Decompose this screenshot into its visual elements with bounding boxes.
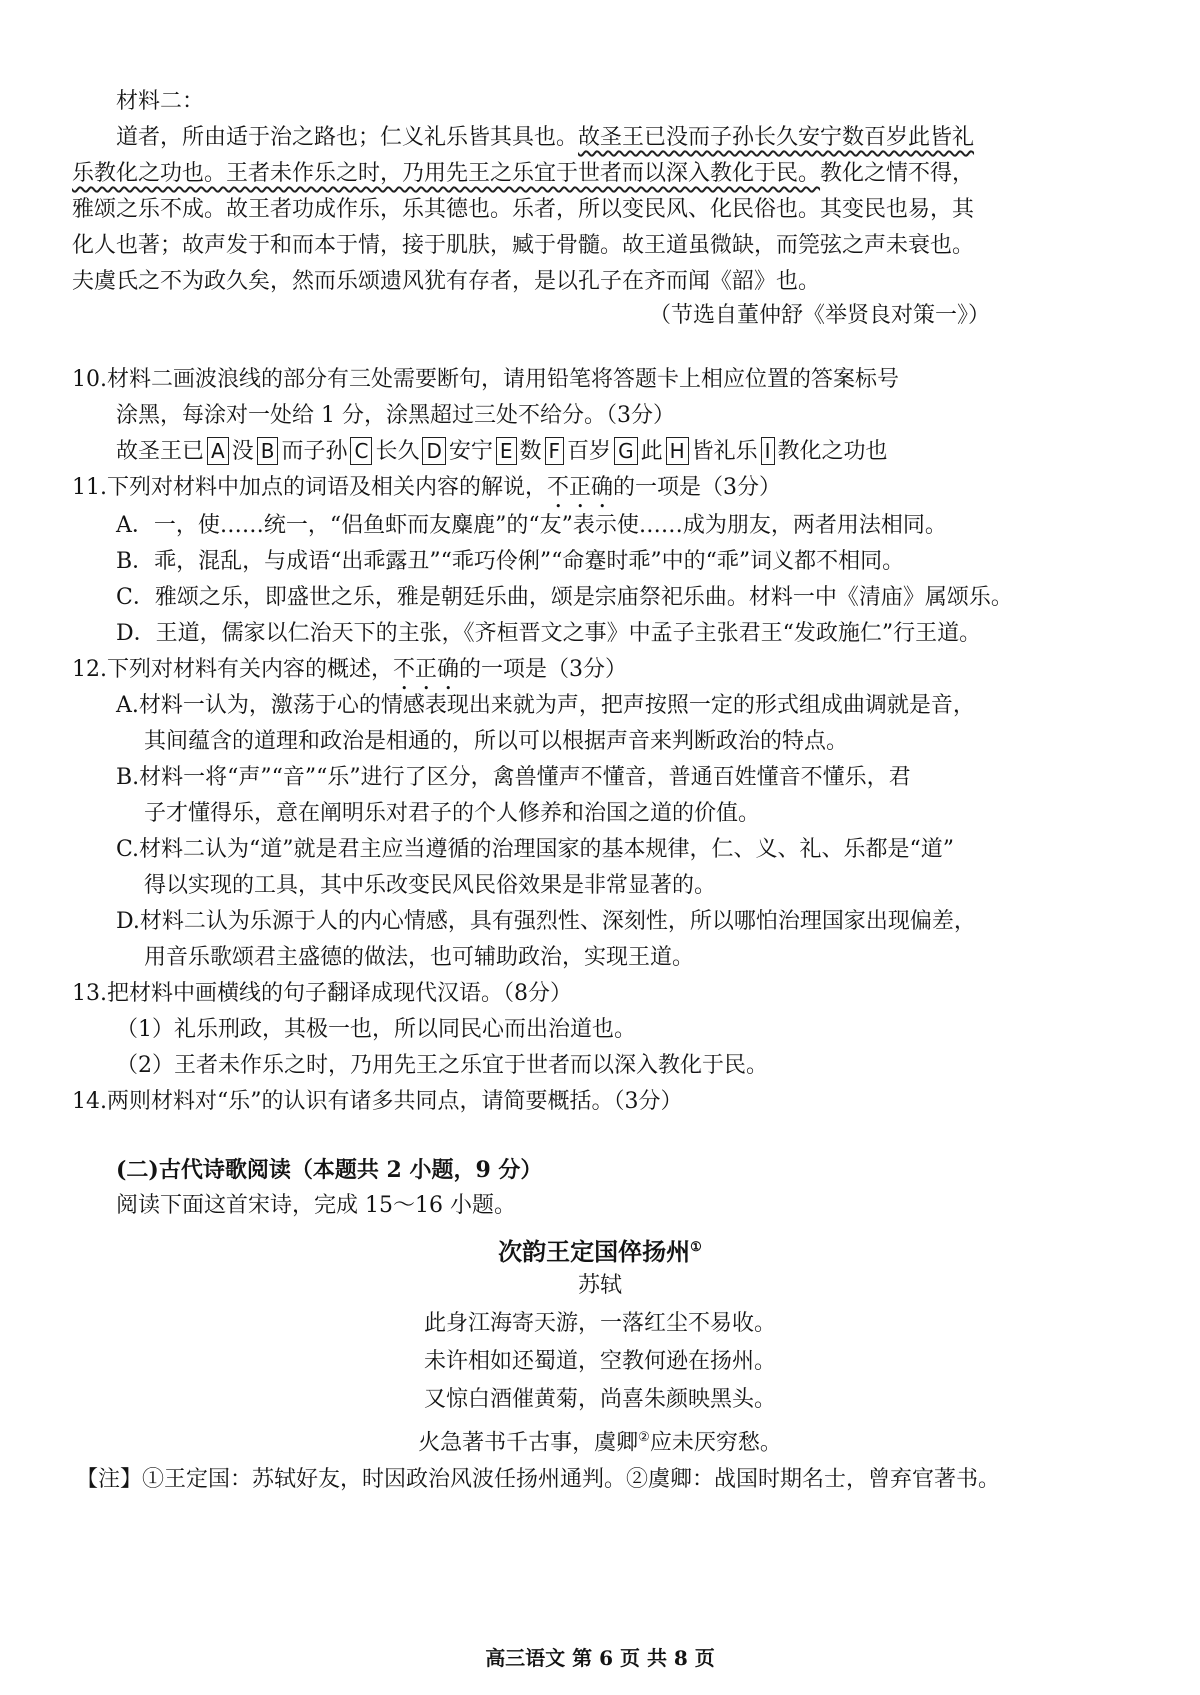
q12-option-a[interactable]: A.材料一认为，激荡于心的情感表现出来就为声，把声按照一定的形式组成曲调就是音， xyxy=(116,693,975,718)
q10-stem-line-1: 10.材料二画波浪线的部分有三处需要断句，请用铅笔将答题卡上相应位置的答案标号 xyxy=(72,367,899,392)
q10-segment: 没 xyxy=(231,439,254,464)
q12-option-c-cont: 得以实现的工具，其中乐改变民风民俗效果是非常显著的。 xyxy=(144,873,717,898)
answer-box-b[interactable]: B xyxy=(257,437,279,465)
q12-option-b-cont: 子才懂得乐，意在阐明乐对君子的个人修养和治国之道的价值。 xyxy=(144,801,761,826)
q12-option-b[interactable]: B.材料一将“声”“音”“乐”进行了区分，禽兽懂声不懂音，普通百姓懂音不懂乐，君 xyxy=(116,765,911,790)
q11-stem-text: 11.下列对材料中加点的词语及相关内容的解说， xyxy=(72,475,547,500)
answer-box-a[interactable]: A xyxy=(207,437,229,465)
poem-title-text: 次韵王定国倅扬州 xyxy=(498,1237,691,1266)
wavy-underlined-text: 故圣王已没而子孙长久安宁数百岁此皆礼 xyxy=(578,125,975,150)
answer-box-i[interactable]: I xyxy=(761,437,775,465)
q12-stem-text: 12.下列对材料有关内容的概述， xyxy=(72,657,393,682)
q13-item-2: （2）王者未作乐之时，乃用先王之乐宜于世者而以深入教化于民。 xyxy=(116,1053,768,1078)
q11-stem-emphasis: 不正确 xyxy=(547,475,614,500)
answer-box-g[interactable]: G xyxy=(614,437,638,465)
material-source: （节选自董仲舒《举贤良对策一》） xyxy=(648,303,990,328)
answer-box-f[interactable]: F xyxy=(545,437,565,465)
material-line-5: 夫虞氏之不为政久矣，然而乐颂遗风犹有存者，是以孔子在齐而闻《韶》也。 xyxy=(72,269,821,294)
q10-segment: 教化之功也 xyxy=(777,439,888,464)
q12-option-a-cont: 其间蕴含的道理和政治是相通的，所以可以根据声音来判断政治的特点。 xyxy=(144,729,849,754)
material-line-3: 雅颂之乐不成。故王者功成作乐，乐其德也。乐者，所以变民风、化民俗也。其变民也易，其 xyxy=(72,197,975,222)
q12-stem-emphasis: 不正确 xyxy=(393,657,460,682)
poem-line-4 xyxy=(0,1420,1200,1461)
section-title: (二)古代诗歌阅读（本题共 2 小题，9 分） xyxy=(116,1157,543,1183)
answer-box-h[interactable]: H xyxy=(666,437,689,465)
q11-option-a[interactable]: A．一，使……统一，“侣鱼虾而友麋鹿”的“友”表示使……成为朋友，两者用法相同。 xyxy=(116,513,947,538)
q10-segment: 皆礼乐 xyxy=(691,439,758,464)
material-text: 道者，所由适于治之路也；仁义礼乐皆其具也。 xyxy=(116,125,579,150)
poem-line-3: 又惊白酒催黄菊，尚喜朱颜映黑头。 xyxy=(423,1387,776,1412)
q10-stem-line-2: 涂黑，每涂对一处给 1 分，涂黑超过三处不给分。（3分） xyxy=(116,403,675,428)
q11-option-d[interactable]: D．王道，儒家以仁治天下的主张，《齐桓晋文之事》中孟子主张君王“发政施仁”行王道。 xyxy=(116,621,982,646)
q12-option-c[interactable]: C.材料二认为“道”就是君主应当遵循的治理国家的基本规律，仁、义、礼、乐都是“道” xyxy=(116,837,955,862)
q14-stem: 14.两则材料对“乐”的认识有诸多共同点，请简要概括。（3分） xyxy=(72,1089,683,1114)
q10-segment: 而子孙 xyxy=(281,439,348,464)
answer-box-d[interactable]: D xyxy=(422,437,445,465)
material-text: 教化之情不得， xyxy=(820,161,975,186)
poem-title-note-marker: ① xyxy=(690,1240,702,1255)
q11-stem-text: 的一项是（3分） xyxy=(613,475,782,500)
page-footer: 高三语文 第 6 页 共 8 页 xyxy=(485,1646,715,1670)
q13-item-1: （1）礼乐刑政，其极一也，所以同民心而出治道也。 xyxy=(116,1017,636,1042)
poem-footnote: 【注】①王定国：苏轼好友，时因政治风波任扬州通判。②虞卿：战国时期名士，曾弃官著书。 xyxy=(76,1467,1001,1492)
q10-segment: 此 xyxy=(640,439,663,464)
material-line-4: 化人也著；故声发于和而本于情，接于肌肤，臧于骨髓。故王道虽微缺，而筦弦之声未衰也。 xyxy=(72,233,975,258)
q10-segment: 数 xyxy=(519,439,542,464)
poem-author: 苏轼 xyxy=(577,1273,622,1298)
answer-box-c[interactable]: C xyxy=(350,437,372,465)
poem-note-marker: ② xyxy=(638,1430,650,1445)
q10-answer-strip xyxy=(116,434,888,470)
poem-title xyxy=(0,1230,1200,1270)
material-line-1 xyxy=(116,120,974,156)
section-intro: 阅读下面这首宋诗，完成 15～16 小题。 xyxy=(116,1193,516,1218)
poem-line-4-text: 火急著书千古事，虞卿 xyxy=(418,1430,639,1456)
straight-underlined-text: 王者未作乐之时，乃用先王之乐宜于世者而以深入教化于民。 xyxy=(226,161,821,186)
poem-line-4-text: 应未厌穷愁。 xyxy=(649,1430,782,1456)
q10-segment: 百岁 xyxy=(567,439,612,464)
q10-segment: 安宁 xyxy=(448,439,493,464)
wavy-underlined-text: 乐教化之功也。 xyxy=(72,161,227,186)
q10-segment: 故圣王已 xyxy=(116,439,205,464)
q10-segment: 长久 xyxy=(375,439,420,464)
material-heading: 材料二： xyxy=(116,89,205,114)
q12-option-d[interactable]: D.材料二认为乐源于人的内心情感，具有强烈性、深刻性，所以哪怕治理国家出现偏差， xyxy=(116,909,976,934)
material-line-2 xyxy=(72,156,974,192)
q13-stem: 13.把材料中画横线的句子翻译成现代汉语。（8分） xyxy=(72,981,572,1006)
q11-option-b[interactable]: B．乖，混乱，与成语“出乖露丑”“乖巧伶俐”“命蹇时乖”中的“乖”词义都不相同。 xyxy=(116,549,905,574)
answer-box-e[interactable]: E xyxy=(496,437,517,465)
poem-line-1: 此身江海寄天游，一落红尘不易收。 xyxy=(423,1311,776,1336)
q11-stem xyxy=(72,470,781,513)
q12-option-d-cont: 用音乐歌颂君主盛德的做法，也可辅助政治，实现王道。 xyxy=(144,945,695,970)
q12-stem-text: 的一项是（3分） xyxy=(459,657,628,682)
q11-option-c[interactable]: C．雅颂之乐，即盛世之乐，雅是朝廷乐曲，颂是宗庙祭祀乐曲。材料一中《清庙》属颂乐。 xyxy=(116,585,1013,610)
poem-line-2: 未许相如还蜀道，空教何逊在扬州。 xyxy=(423,1349,776,1374)
